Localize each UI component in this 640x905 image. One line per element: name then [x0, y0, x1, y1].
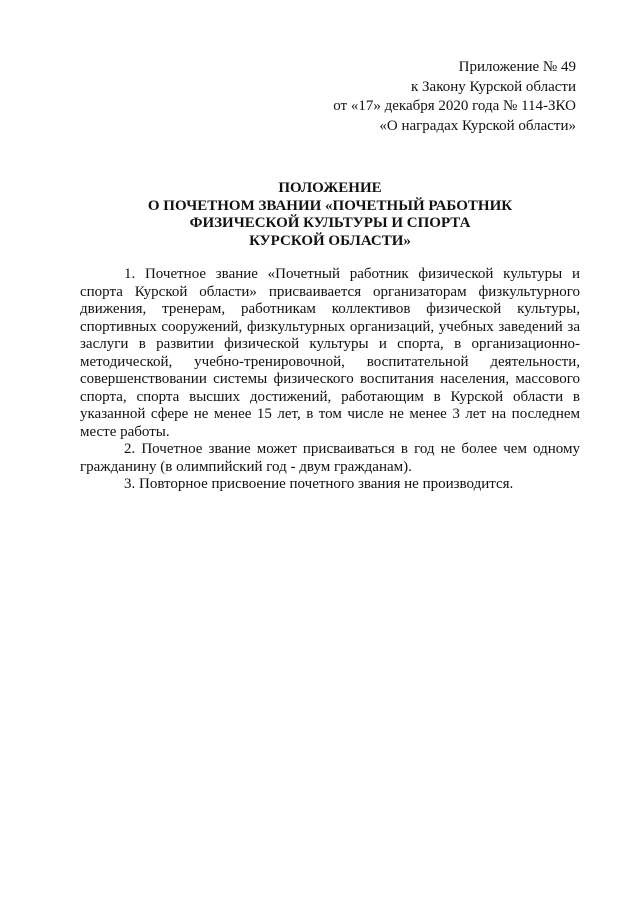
title-line-4: КУРСКОЙ ОБЛАСТИ» — [249, 232, 411, 249]
paragraph-3: 3. Повторное присвоение почетного звания не производится. — [124, 476, 514, 492]
annex-number: Приложение № 49 — [458, 59, 576, 75]
title-line-1: ПОЛОЖЕНИЕ — [278, 180, 382, 196]
annex-law-title: «О наградах Курской области» — [379, 117, 576, 134]
title-line-3: ФИЗИЧЕСКОЙ КУЛЬТУРЫ И СПОРТА — [189, 215, 471, 231]
document-title — [64, 180, 596, 250]
annex-law-reference: к Закону Курской области — [411, 78, 576, 95]
paragraph-1: 1. Почетное звание «Почетный работник физической культуры и спорта Курской области» присваивается организаторам физкультурного движения, тренерам, работникам коллективов физической культуры, спортивных сооружений, физкультурных организаций, учебных заведений за заслуги в развитии физической культуры и спорта, в организационно-методической, учебно-тренировочной, воспитательной деятельности, совершенствовании системы физического воспитания населения, массового спорта, спорта высших достижений, работающим в Курской области в указанной сфере не менее 15 лет, в том числе не менее 3 лет на последнем месте работы. — [80, 266, 580, 440]
paragraph-2: 2. Почетное звание может присваиваться в год не более чем одному гражданину (в олимпийский год - двум гражданам). — [80, 441, 580, 475]
title-line-2: О ПОЧЕТНОМ ЗВАНИИ «ПОЧЕТНЫЙ РАБОТНИК — [147, 197, 513, 214]
annex-law-date: от «17» декабря 2020 года № 114-ЗКО — [333, 98, 576, 114]
document-body — [80, 266, 580, 494]
annex-header — [276, 58, 576, 136]
